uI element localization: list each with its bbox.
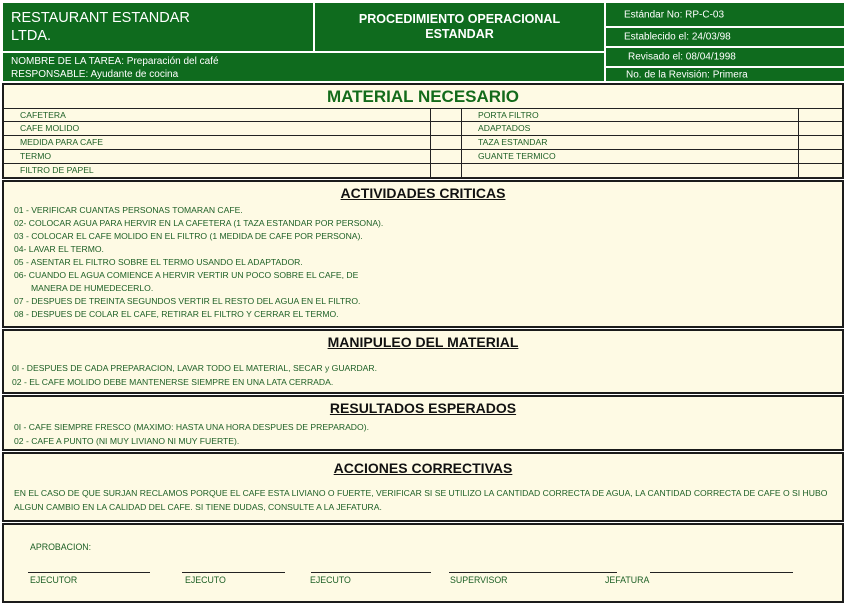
responsible-row: [11, 69, 178, 80]
results-section: [2, 395, 844, 451]
task-name-value: Preparación del café: [126, 56, 219, 67]
procedure-title-cell: [314, 2, 605, 52]
activity-item: 02- COLOCAR AGUA PARA HERVIR EN LA CAFETERA (1 TAZA ESTANDAR POR PERSONA).: [14, 218, 384, 228]
material-item: TERMO: [4, 150, 431, 164]
activity-item: 01 - VERIFICAR CUANTAS PERSONAS TOMARAN CAFE.: [14, 205, 243, 215]
established-date-cell: [605, 27, 845, 47]
corrective-title: ACCIONES CORRECTIVAS: [333, 460, 513, 476]
handling-item: 02 - EL CAFE MOLIDO DEBE MANTENERSE SIEMPRE EN UNA LATA CERRADA.: [12, 377, 334, 387]
approval-label: APROBACION:: [30, 542, 92, 552]
signature-line-ejecuto-1: [182, 572, 285, 573]
material-check-cell: [799, 150, 842, 164]
approval-section: [2, 523, 844, 603]
material-check-cell: [431, 122, 462, 136]
signature-line-ejecutor: [28, 572, 150, 573]
handling-section: [2, 329, 844, 394]
task-name-row: [11, 56, 219, 67]
material-check-cell: [799, 122, 842, 136]
material-section: [2, 83, 844, 179]
results-item: 02 - CAFE A PUNTO (NI MUY LIVIANO NI MUY FUERTE).: [14, 436, 240, 446]
material-item: TAZA ESTANDAR: [462, 136, 799, 150]
activity-item: 04- LAVAR EL TERMO.: [14, 244, 104, 254]
material-check-cell: [431, 136, 462, 150]
material-check-cell: [799, 108, 842, 122]
activity-item: 03 - COLOCAR EL CAFE MOLIDO EN EL FILTRO (1 MEDIDA DE CAFE POR PERSONA).: [14, 231, 363, 241]
activity-item-continuation: MANERA DE HUMEDECERLO.: [31, 283, 154, 293]
signature-line-ejecuto-2: [311, 572, 431, 573]
activities-section: [2, 180, 844, 328]
activity-item: 06- CUANDO EL AGUA COMIENCE A HERVIR VERTIR UN POCO SOBRE EL CAFE, DE: [14, 270, 359, 280]
corrective-text: EN EL CASO DE QUE SURJAN RECLAMOS PORQUE EL CAFE ESTA LIVIANO O FUERTE, VERIFICAR SI SE UTILIZO LA CANTIDAD CORRECTA DE AGUA, LA CANTIDAD CORRECTA DE CAFE O SI HUBO ALGUN CAMBIO EN LA CALIDAD DEL CAFE. SI TIENE DUDAS, CONSULTE A LA JEFATURA.: [14, 488, 828, 512]
company-name: [11, 9, 190, 45]
established-date: Establecido el: 24/03/98: [624, 31, 731, 43]
material-item: CAFETERA: [4, 108, 431, 122]
activity-item: 07 - DESPUES DE TREINTA SEGUNDOS VERTIR EL RESTO DEL AGUA EN EL FILTRO.: [14, 296, 361, 306]
material-check-cell: [799, 136, 842, 150]
handling-title: MANIPULEO DEL MATERIAL: [327, 334, 519, 350]
revised-date-cell: [605, 47, 845, 67]
company-name-line1: RESTAURANT ESTANDAR: [11, 10, 190, 26]
activities-title: ACTIVIDADES CRITICAS: [340, 185, 506, 201]
standard-number-cell: [605, 2, 845, 27]
company-header-cell: [2, 2, 314, 52]
task-name-label: NOMBRE DE LA TAREA:: [11, 56, 124, 67]
signer-ejecuto: EJECUTO: [310, 575, 351, 585]
signer-ejecutor: EJECUTOR: [30, 575, 78, 585]
signature-line-jefatura: [650, 572, 793, 573]
responsible-value: Ayudante de cocina: [90, 69, 179, 80]
procedure-title-line2: ESTANDAR: [425, 27, 494, 41]
signature-line-supervisor: [449, 572, 617, 573]
material-item: GUANTE TERMICO: [462, 150, 799, 164]
company-name-line2: LTDA.: [11, 28, 52, 44]
material-item: FILTRO DE PAPEL: [4, 164, 431, 178]
signer-supervisor: SUPERVISOR: [450, 575, 508, 585]
procedure-title-line1: PROCEDIMIENTO OPERACIONAL: [358, 12, 561, 26]
revision-number-cell: [605, 67, 845, 82]
handling-item: 0I - DESPUES DE CADA PREPARACION, LAVAR TODO EL MATERIAL, SECAR y GUARDAR.: [12, 363, 378, 373]
signer-ejecuto: EJECUTO: [185, 575, 226, 585]
material-item: [462, 164, 799, 178]
activity-item: 05 - ASENTAR EL FILTRO SOBRE EL TERMO USANDO EL ADAPTADOR.: [14, 257, 303, 267]
signer-jefatura: JEFATURA: [605, 575, 650, 585]
material-item: CAFE MOLIDO: [4, 122, 431, 136]
material-check-cell: [431, 108, 462, 122]
corrective-section: [2, 452, 844, 522]
material-item: ADAPTADOS: [462, 122, 799, 136]
material-check-cell: [799, 164, 842, 178]
material-check-cell: [431, 164, 462, 178]
activity-item: 08 - DESPUES DE COLAR EL CAFE, RETIRAR EL FILTRO Y CERRAR EL TERMO.: [14, 309, 339, 319]
revision-number: No. de la Revisión: Primera: [626, 69, 748, 80]
results-item: 0I - CAFE SIEMPRE FRESCO (MAXIMO: HASTA UNA HORA DESPUES DE PREPARADO).: [14, 422, 369, 432]
material-item: PORTA FILTRO: [462, 108, 799, 122]
material-check-cell: [431, 150, 462, 164]
results-title: RESULTADOS ESPERADOS: [329, 400, 517, 416]
task-info-cell: [2, 52, 605, 82]
standard-number: Estándar No: RP-C-03: [624, 9, 725, 20]
revised-date: Revisado el: 08/04/1998: [628, 51, 736, 63]
responsible-label: RESPONSABLE:: [11, 69, 89, 80]
material-title: MATERIAL NECESARIO: [326, 87, 520, 106]
material-item: MEDIDA PARA CAFE: [4, 136, 431, 150]
